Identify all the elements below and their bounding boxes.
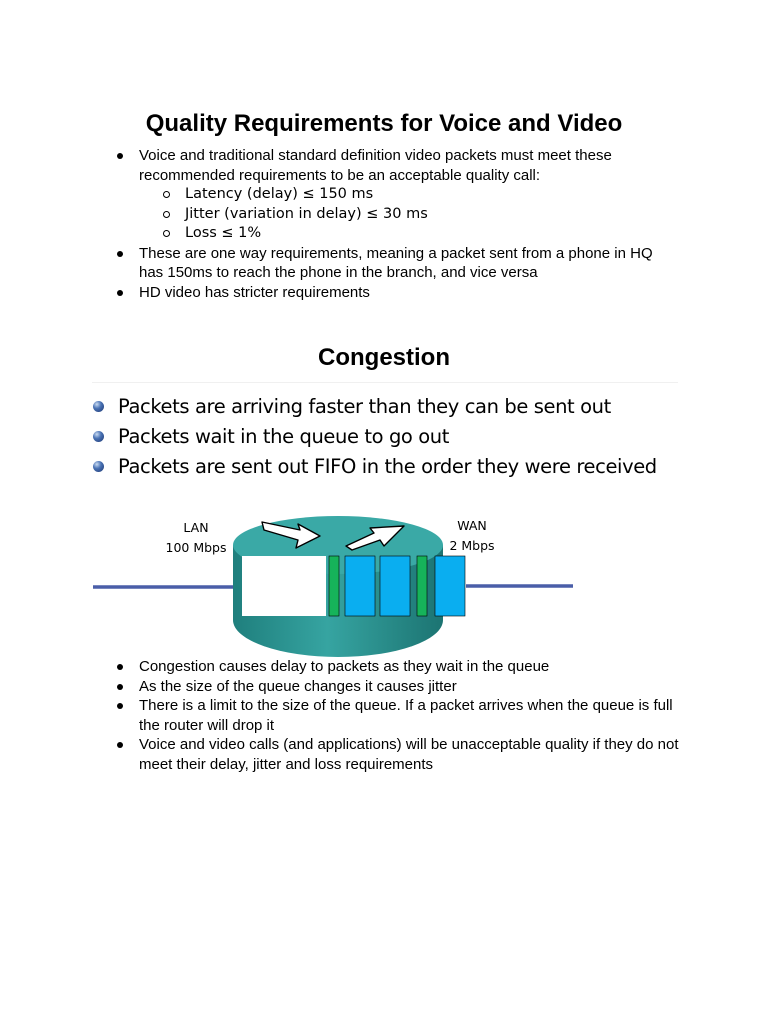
sphere-bullet-icon xyxy=(93,431,104,442)
lan-label xyxy=(156,518,236,558)
queue-empty-space xyxy=(242,556,326,616)
wan-label xyxy=(432,516,512,556)
slide-divider xyxy=(92,382,678,383)
router-queue-diagram xyxy=(0,500,768,660)
slide-list-item xyxy=(0,422,657,452)
list-item xyxy=(0,283,679,303)
slide-bullet-list xyxy=(0,392,657,482)
bullet-text: Congestion causes delay to packets as they wait in the queue xyxy=(139,658,550,675)
sub-list-item xyxy=(139,224,679,244)
bullet-text: HD video has stricter requirements xyxy=(139,283,370,301)
requirement-latency: Latency (delay) ≤ 150 ms xyxy=(185,186,374,202)
sphere-bullet-icon xyxy=(93,461,104,472)
voice-packet xyxy=(329,556,339,616)
list-item xyxy=(0,657,679,677)
section-title-quality: Quality Requirements for Voice and Video xyxy=(145,110,623,137)
sphere-bullet-icon xyxy=(93,401,104,412)
slide-bullet-text: Packets are sent out FIFO in the order they were received xyxy=(118,455,657,478)
section-title-congestion: Congestion xyxy=(318,344,450,371)
bullet-dot-icon xyxy=(117,684,123,690)
wan-speed-text: 2 Mbps xyxy=(449,538,495,553)
slide-bullet-text: Packets are arriving faster than they can be sent out xyxy=(118,395,611,418)
requirements-sub-list xyxy=(139,185,679,244)
bullet-dot-icon xyxy=(117,251,123,257)
bullet-text: As the size of the queue changes it causes jitter xyxy=(139,677,457,695)
lan-label-text: LAN xyxy=(183,520,209,535)
slide-list-item xyxy=(0,452,657,482)
bullet-ring-icon xyxy=(163,191,170,198)
bullet-text: These are one way requirements, meaning a packet sent from a phone in HQ has 150ms to reach the phone in the branch, and vice versa xyxy=(139,244,653,281)
congestion-bullet-list xyxy=(0,657,680,774)
requirement-jitter: Jitter (variation in delay) ≤ 30 ms xyxy=(185,205,428,222)
wan-label-text: WAN xyxy=(457,518,487,533)
quality-bullet-list xyxy=(0,146,680,302)
bullet-text: There is a limit to the size of the queue. If a packet arrives when the queue is full the router will drop it xyxy=(139,697,673,734)
sub-list-item xyxy=(139,205,679,225)
data-packet xyxy=(380,556,410,616)
bullet-dot-icon xyxy=(117,703,123,709)
bullet-ring-icon xyxy=(163,230,170,237)
list-item xyxy=(0,735,679,774)
voice-packet xyxy=(417,556,427,616)
list-item xyxy=(0,696,679,735)
bullet-text: Voice and traditional standard definition video packets must meet these recommended requirements to be an acceptable quality call: xyxy=(139,147,612,184)
slide-list-item xyxy=(0,392,657,422)
data-packet xyxy=(345,556,375,616)
lan-speed-text: 100 Mbps xyxy=(165,540,227,555)
bullet-ring-icon xyxy=(163,211,170,218)
bullet-dot-icon xyxy=(117,664,123,670)
sub-list-item xyxy=(139,185,679,205)
list-item xyxy=(0,146,679,244)
requirement-loss: Loss ≤ 1% xyxy=(185,225,262,241)
slide-bullet-text: Packets wait in the queue to go out xyxy=(118,425,449,448)
bullet-dot-icon xyxy=(117,742,123,748)
list-item xyxy=(0,677,679,697)
bullet-text: Voice and video calls (and applications) will be unacceptable quality if they do not meet their delay, jitter and loss requirements xyxy=(139,736,679,773)
bullet-dot-icon xyxy=(117,290,123,296)
data-packet xyxy=(435,556,465,616)
bullet-dot-icon xyxy=(117,153,123,159)
list-item xyxy=(0,244,679,283)
